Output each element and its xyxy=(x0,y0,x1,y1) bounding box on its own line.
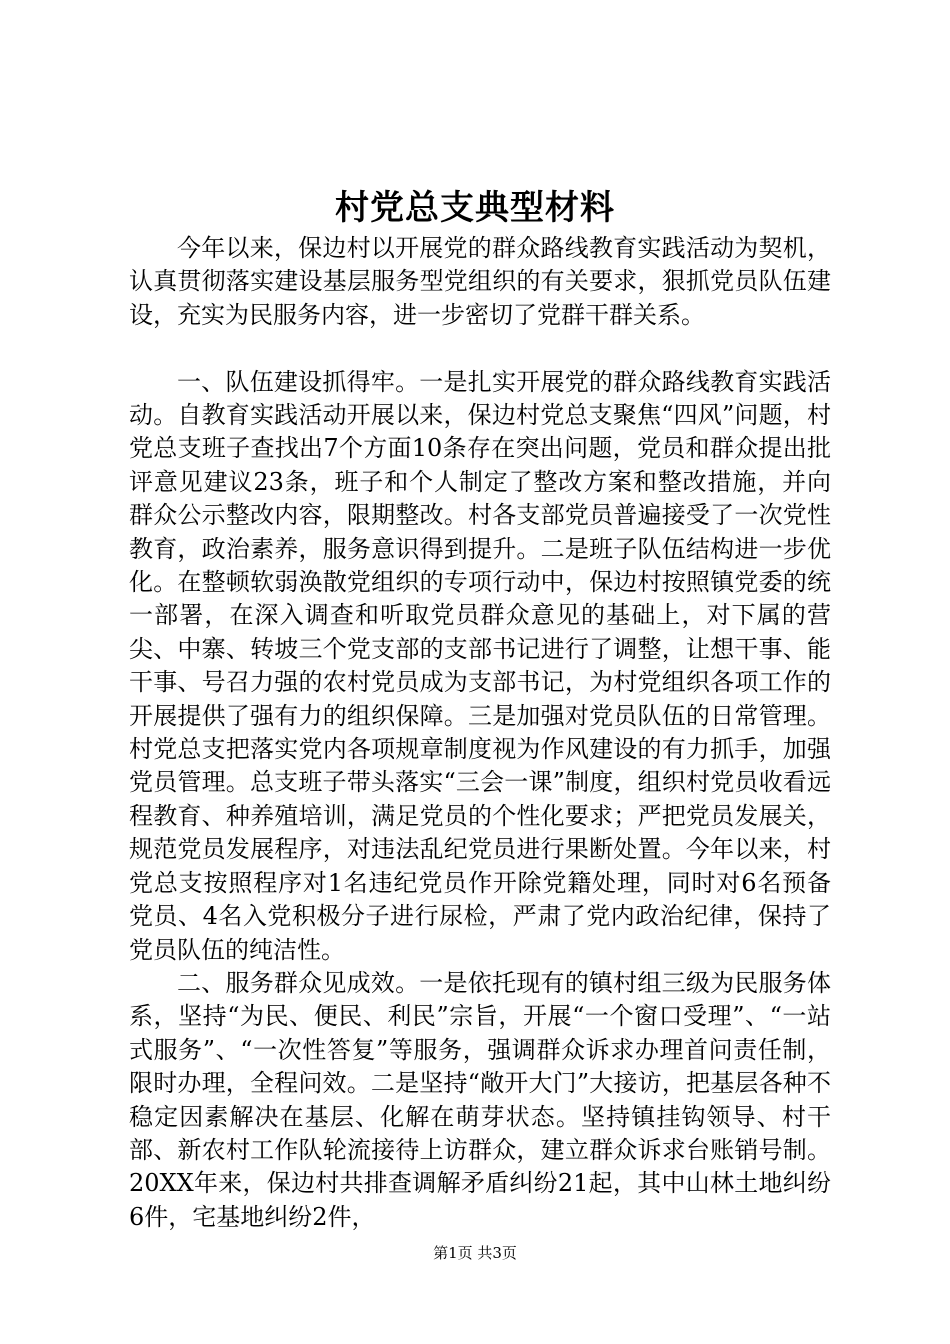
page-total: 共3页 xyxy=(477,1244,517,1262)
page-footer xyxy=(0,1243,950,1263)
page-number: 第1页 xyxy=(433,1244,473,1262)
intro-paragraph: 今年以来，保边村以开展党的群众路线教育实践活动为契机，认真贯彻落实建设基层服务型党组织的有关要求，狠抓党员队伍建设，充实为民服务内容，进一步密切了党群干群关系。 xyxy=(129,234,831,329)
section-two-paragraph: 二、服务群众见成效。一是依托现有的镇村组三级为民服务体系，坚持“为民、便民、利民”宗旨，开展“一个窗口受理”、“一站式服务”、“一次性答复”等服务，强调群众诉求办理首问责任制，限时办理，全程问效。二是坚持“敞开大门”大接访，把基层各种不稳定因素解决在基层、化解在萌芽状态。坚持镇挂钩领导、村干部、新农村工作队轮流接待上访群众，建立群众诉求台账销号制。20XX年来，保边村共排查调解矛盾纠纷21起，其中山林土地纠纷6件，宅基地纠纷2件， xyxy=(129,968,831,1231)
section-one-paragraph: 一、队伍建设抓得牢。一是扎实开展党的群众路线教育实践活动。自教育实践活动开展以来，保边村党总支聚焦“四风”问题，村党总支班子查找出7个方面10条存在突出问题，党员和群众提出批评意见建议23条，班子和个人制定了整改方案和整改措施，并向群众公示整改内容，限期整改。村各支部党员普遍接受了一次党性教育，政治素养，服务意识得到提升。二是班子队伍结构进一步优化。在整顿软弱涣散党组织的专项行动中，保边村按照镇党委的统一部署，在深入调查和听取党员群众意见的基础上，对下属的营尖、中寨、转坡三个党支部的支部书记进行了调整，让想干事、能干事、号召力强的农村党员成为支部书记，为村党组织各项工作的开展提供了强有力的组织保障。三是加强对党员队伍的日常管理。村党总支把落实党内各项规章制度视为作风建设的有力抓手，加强党员管理。总支班子带头落实“三会一课”制度，组织村党员收看远程教育、种养殖培训，满足党员的个性化要求；严把党员发展关，规范党员发展程序，对违法乱纪党员进行果断处置。今年以来，村党总支按照程序对1名违纪党员作开除党籍处理，同时对6名预备党员、4名入党积极分子进行尿检，严肃了党内政治纪律，保持了党员队伍的纯洁性。 xyxy=(129,367,831,964)
document-title: 村党总支典型材料 xyxy=(335,188,615,228)
document-body xyxy=(129,232,831,1234)
